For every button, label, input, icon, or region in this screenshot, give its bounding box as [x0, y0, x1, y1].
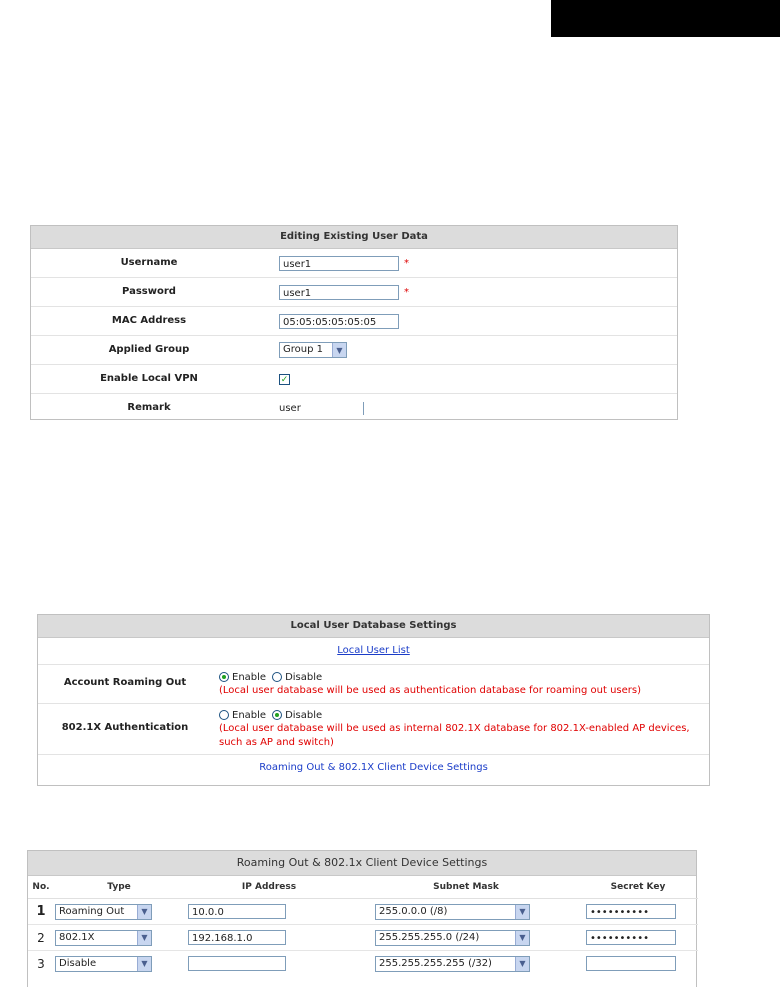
row-number: 2 [37, 930, 45, 945]
required-mark: * [404, 257, 409, 269]
username-label: Username [120, 257, 178, 268]
password-input[interactable]: user1 [279, 285, 399, 300]
roaming-disable-label: Disable [285, 671, 323, 683]
ip-input[interactable] [188, 956, 286, 971]
header-no: No. [28, 876, 54, 899]
secret-key-input[interactable]: •••••••••• [586, 930, 676, 945]
remark-input[interactable]: user [279, 402, 301, 414]
device-settings-panel [27, 850, 697, 987]
chevron-down-icon[interactable]: ▼ [515, 931, 529, 945]
mask-select-value: 255.0.0.0 (/8) [379, 905, 448, 917]
dot1x-enable-label: Enable [232, 709, 267, 721]
mask-select-value: 255.255.255.255 (/32) [379, 957, 492, 969]
type-select-value: Roaming Out [59, 905, 125, 917]
type-select-value: 802.1X [59, 931, 95, 943]
type-select[interactable] [55, 956, 152, 972]
local-db-panel [37, 614, 710, 786]
roaming-disable-radio[interactable] [272, 672, 282, 682]
table-row [28, 951, 698, 977]
vpn-row [31, 365, 677, 394]
header-ip: IP Address [184, 876, 354, 899]
roaming-enable-radio[interactable] [219, 672, 229, 682]
remark-row [31, 394, 677, 422]
group-select-value: Group 1 [283, 344, 323, 355]
local-user-list-row [38, 638, 709, 665]
group-select[interactable] [279, 342, 347, 358]
password-label: Password [122, 286, 176, 297]
type-select-value: Disable [59, 957, 97, 969]
mask-select[interactable] [375, 956, 530, 972]
dot1x-row [38, 704, 709, 755]
mac-row [31, 307, 677, 336]
username-row [31, 249, 677, 278]
roaming-label: Account Roaming Out [63, 677, 187, 688]
group-row [31, 336, 677, 365]
roaming-row [38, 665, 709, 704]
vpn-checkbox[interactable]: ✓ [280, 374, 289, 385]
dot1x-label: 802.1X Authentication [61, 722, 189, 733]
table-row [28, 925, 698, 951]
ip-input[interactable]: 192.168.1.0 [188, 930, 286, 945]
roaming-enable-label: Enable [232, 671, 267, 683]
device-settings-link[interactable]: Roaming Out & 802.1X Client Device Settings [259, 762, 488, 773]
roaming-note: (Local user database will be used as authentication database for roaming out users) [219, 685, 641, 696]
type-select[interactable] [55, 904, 152, 920]
device-table [28, 876, 698, 976]
chevron-down-icon[interactable]: ▼ [515, 905, 529, 919]
vpn-label: Enable Local VPN [100, 373, 198, 384]
mac-label: MAC Address [111, 315, 187, 326]
header-mask: Subnet Mask [354, 876, 578, 899]
panel-title: Editing Existing User Data [31, 226, 677, 249]
header-black-tab [551, 0, 780, 37]
group-label: Applied Group [108, 344, 190, 355]
text-cursor [363, 402, 364, 415]
local-user-list-link[interactable]: Local User List [337, 645, 410, 656]
panel-title: Roaming Out & 802.1x Client Device Settings [28, 851, 696, 876]
mask-select[interactable] [375, 930, 530, 946]
device-settings-row [38, 755, 709, 781]
dot1x-disable-radio[interactable] [272, 710, 282, 720]
mac-input[interactable]: 05:05:05:05:05:05 [279, 314, 399, 329]
table-row [28, 899, 698, 925]
dot1x-note: (Local user database will be used as internal 802.1X database for 802.1X-enabled AP devices, such as AP and switch) [219, 723, 690, 748]
mask-select-value: 255.255.255.0 (/24) [379, 931, 480, 943]
table-header-row [28, 876, 698, 899]
row-number: 1 [36, 904, 46, 919]
required-mark: * [404, 286, 409, 298]
password-row [31, 278, 677, 307]
header-key: Secret Key [578, 876, 698, 899]
chevron-down-icon[interactable]: ▼ [515, 957, 529, 971]
username-input[interactable]: user1 [279, 256, 399, 271]
mask-select[interactable] [375, 904, 530, 920]
dot1x-disable-label: Disable [285, 709, 323, 721]
edit-user-panel [30, 225, 678, 420]
secret-key-input[interactable] [586, 956, 676, 971]
row-number: 3 [37, 956, 45, 971]
secret-key-input[interactable]: •••••••••• [586, 904, 676, 919]
ip-input[interactable]: 10.0.0 [188, 904, 286, 919]
type-select[interactable] [55, 930, 152, 946]
panel-title: Local User Database Settings [38, 615, 709, 638]
chevron-down-icon[interactable]: ▼ [137, 957, 151, 971]
chevron-down-icon[interactable]: ▼ [332, 343, 346, 357]
remark-label: Remark [127, 402, 171, 413]
header-type: Type [54, 876, 184, 899]
chevron-down-icon[interactable]: ▼ [137, 905, 151, 919]
dot1x-enable-radio[interactable] [219, 710, 229, 720]
chevron-down-icon[interactable]: ▼ [137, 931, 151, 945]
